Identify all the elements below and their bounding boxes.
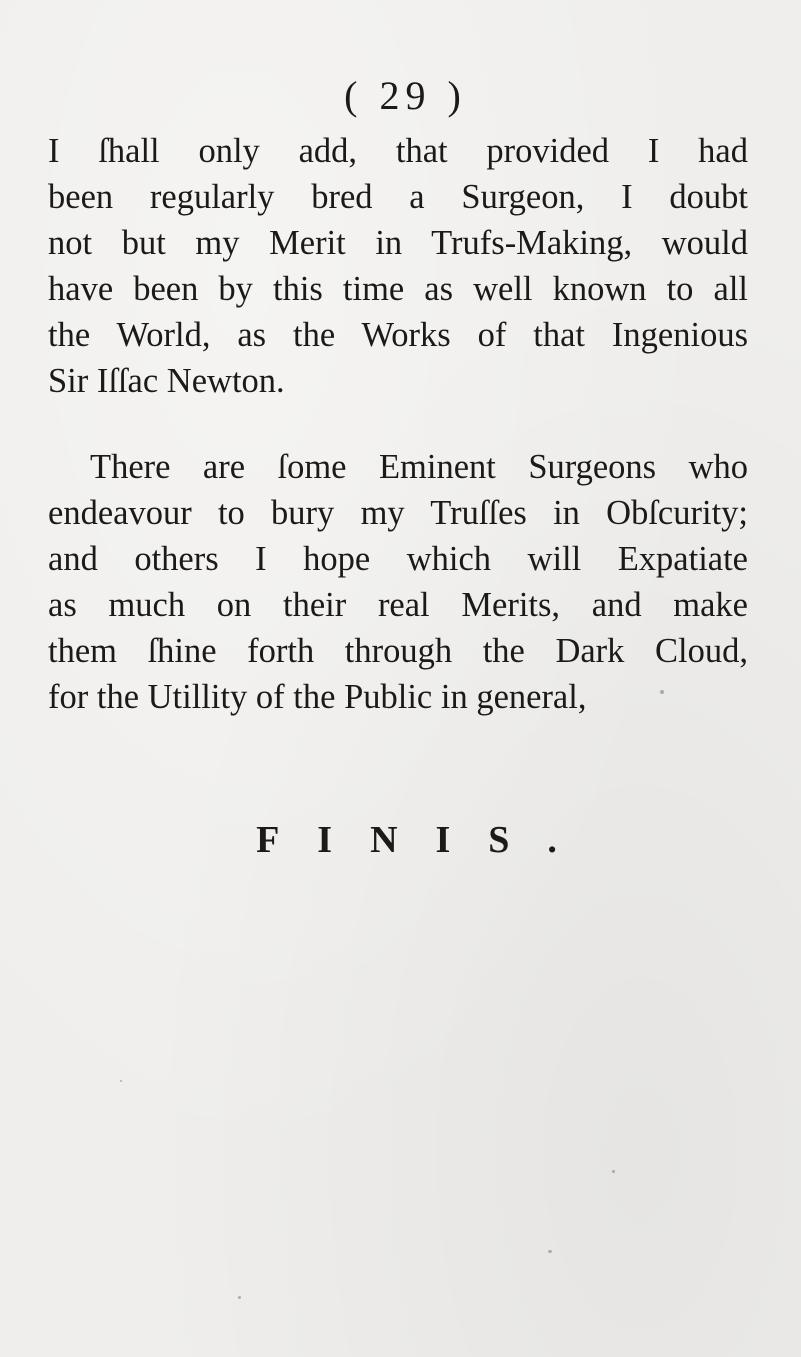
text-line: and others I hope which will Expatiate xyxy=(48,540,748,578)
paragraph-2 xyxy=(48,444,748,720)
paper-speck xyxy=(238,1296,241,1299)
text-line: them ſhine forth through the Dark Cloud, xyxy=(48,632,748,670)
text-line: not but my Merit in Trufs-Making, would xyxy=(48,224,748,262)
text-line: been regularly bred a Surgeon, I doubt xyxy=(48,178,748,216)
text-line: Sir Iſſac Newton. xyxy=(48,362,285,400)
text-line: There are ſome Eminent Surgeons who xyxy=(90,448,748,486)
paper-speck xyxy=(660,690,664,694)
paragraph-1 xyxy=(48,128,748,404)
text-line: endeavour to bury my Truſſes in Obſcurity; xyxy=(48,494,748,532)
text-line: for the Utillity of the Public in general, xyxy=(48,678,587,716)
paper-speck xyxy=(612,1170,615,1173)
paper-speck xyxy=(548,1250,552,1253)
paper-speck xyxy=(120,1080,122,1082)
text-line: as much on their real Merits, and make xyxy=(48,586,748,624)
finis-heading: FINIS. xyxy=(256,819,595,861)
page-number: ( 29 ) xyxy=(344,73,467,118)
text-line: I ſhall only add, that provided I had xyxy=(48,132,748,170)
text-line: the World, as the Works of that Ingenious xyxy=(48,316,748,354)
text-line: have been by this time as well known to all xyxy=(48,270,748,308)
